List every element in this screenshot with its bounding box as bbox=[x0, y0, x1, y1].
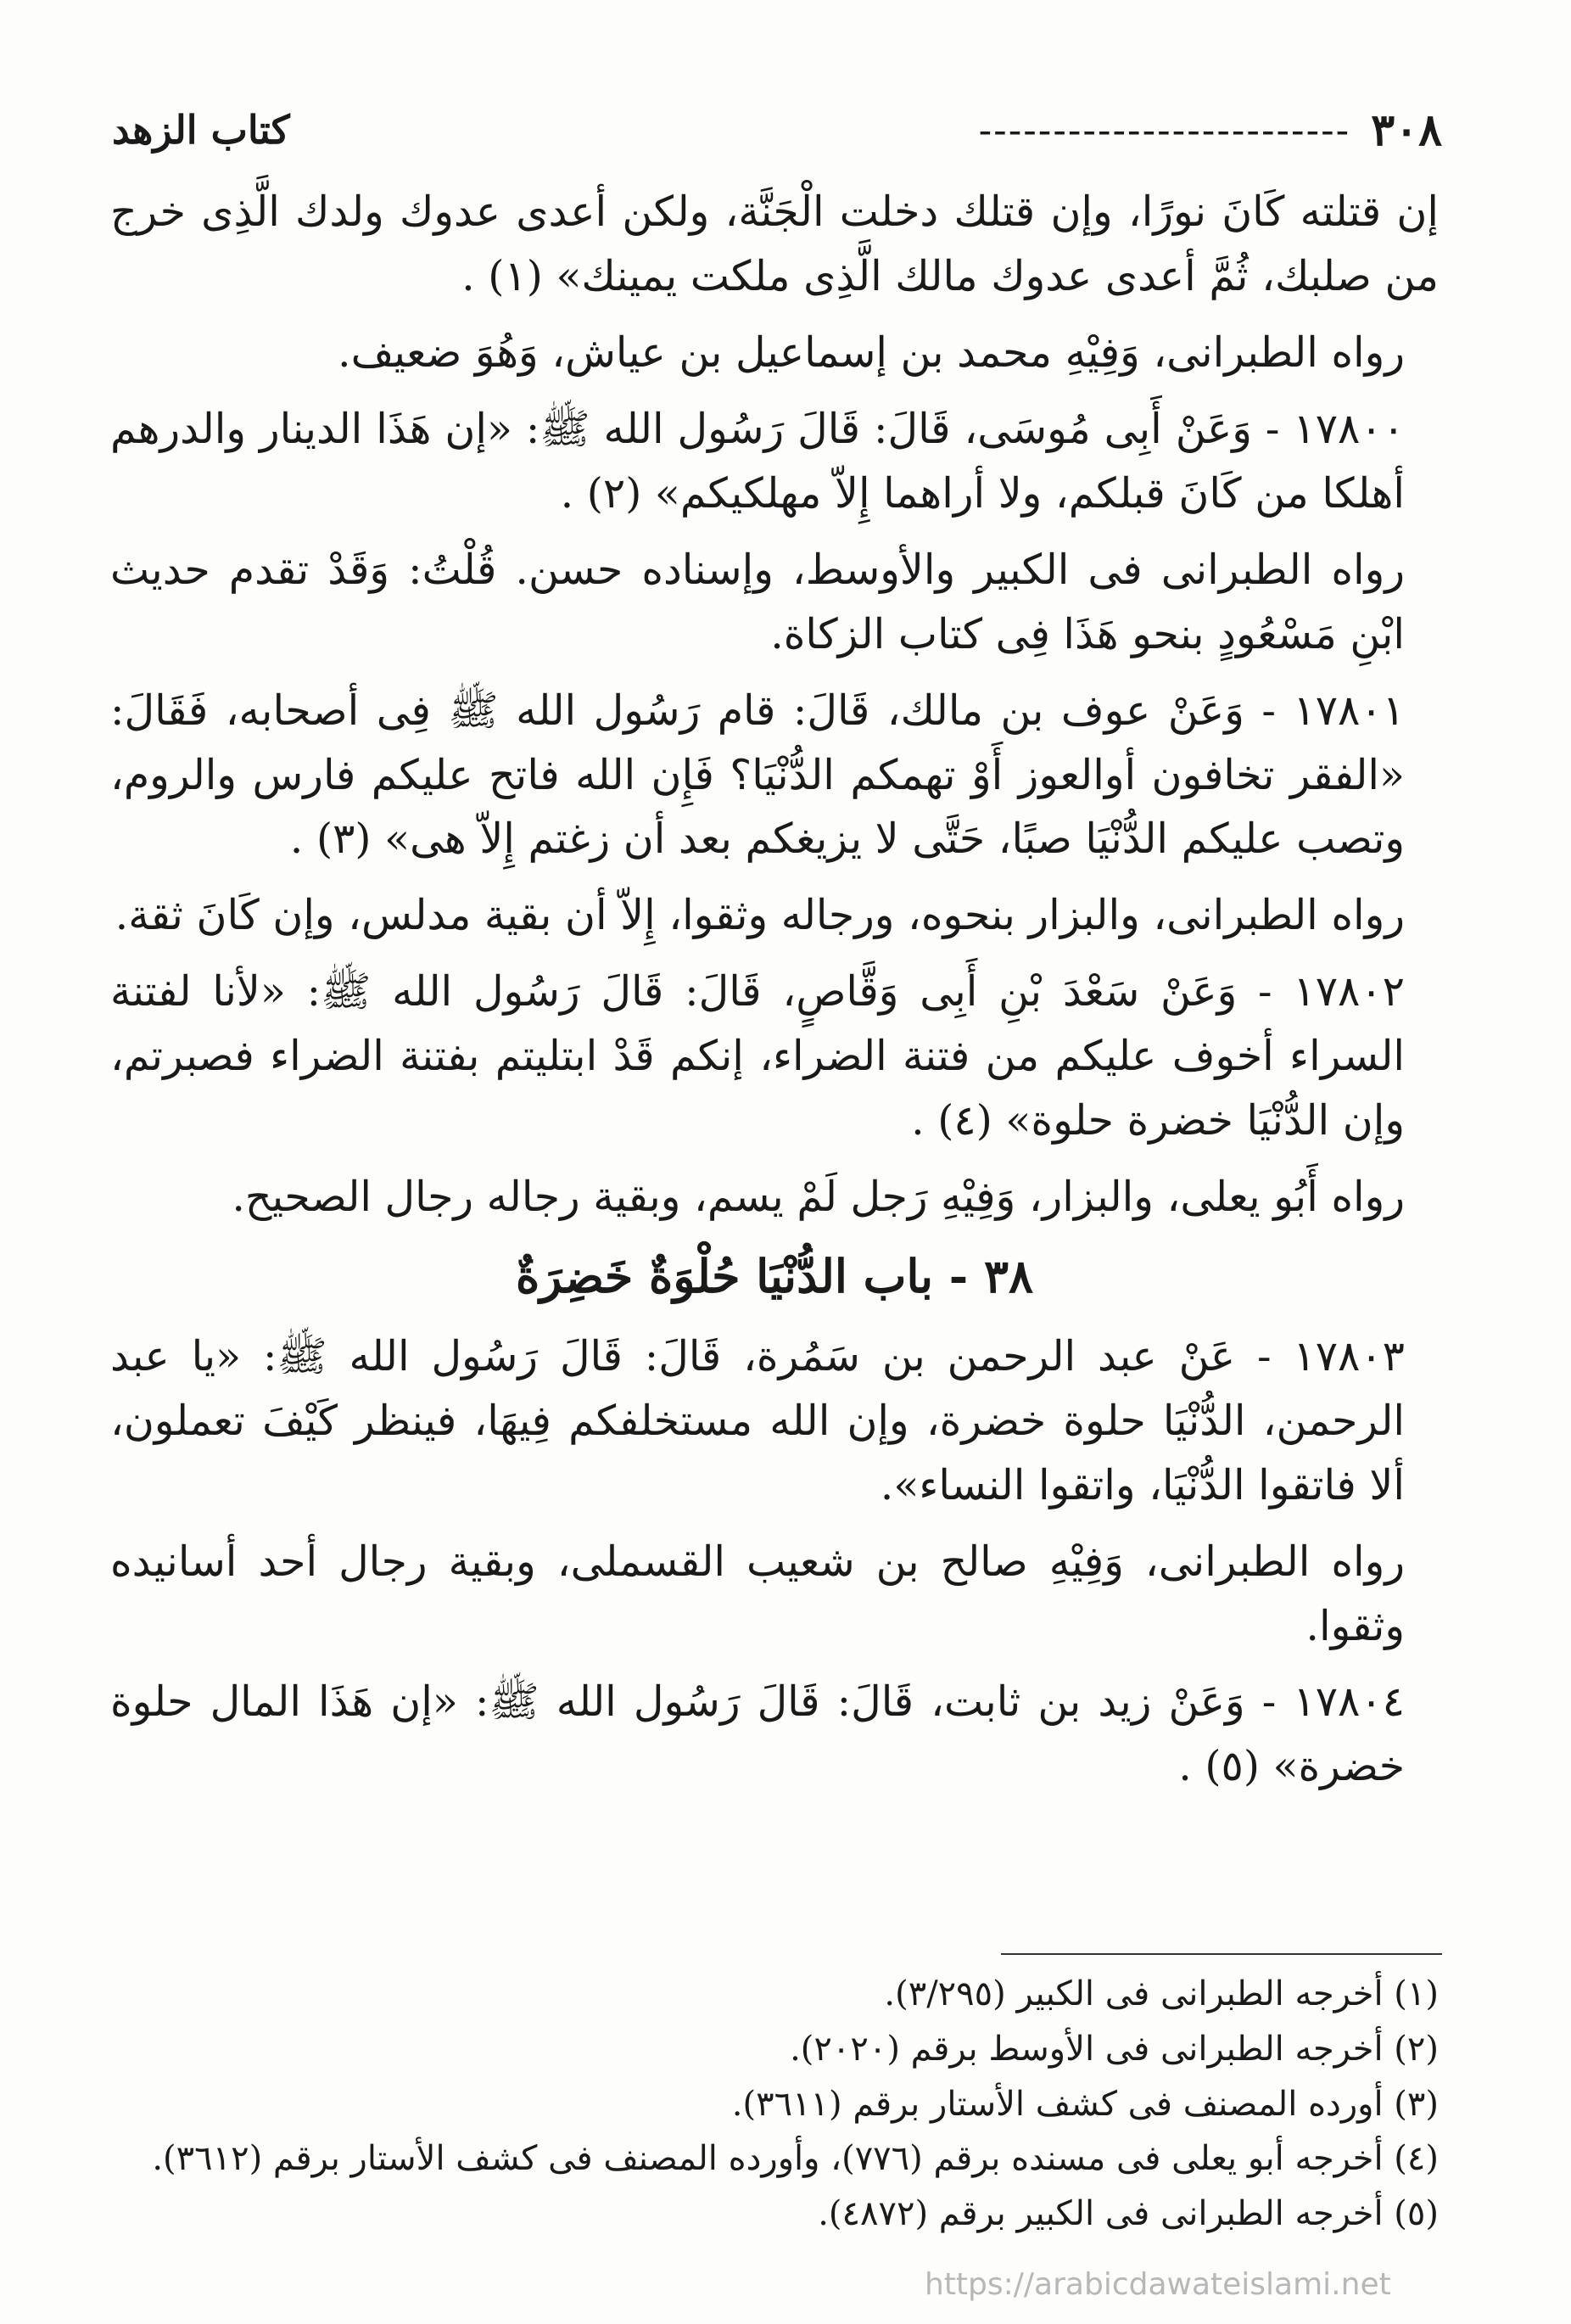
footnote: (١) أخرجه الطبرانى فى الكبير (٣/٢٩٥). bbox=[884, 1974, 1439, 2013]
book-title: كتاب الزهد bbox=[112, 107, 290, 153]
paragraph: رواه الطبرانى فى الكبير والأوسط، وإسناده حسن. قُلْتُ: وَقَدْ تقدم حديث ابْنِ مَسْعُودٍ بنحو هَذَا فِى كتاب الزكاة. bbox=[110, 545, 1405, 658]
footnotes bbox=[110, 1967, 1439, 2242]
hadith-paragraph: ١٧٨٠٤ - وَعَنْ زيد بن ثابت، قَالَ: قَالَ رَسُول الله ﷺ: «إن هَذَا المال حلوة خضرة» (٥) . bbox=[110, 1677, 1405, 1791]
paragraph: رواه الطبرانى، والبزار بنحوه، ورجاله وثقوا، إِلاّ أن بقية مدلس، وإن كَانَ ثقة. bbox=[115, 891, 1405, 940]
page-number: ٣٠٨ bbox=[1371, 104, 1442, 156]
page-body bbox=[110, 180, 1439, 1811]
footnote: (٤) أخرجه أبو يعلى فى مسنده برقم (٧٧٦)، وأورده المصنف فى كشف الأستار برقم (٣٦١٢). bbox=[152, 2139, 1439, 2179]
page-header bbox=[112, 100, 1442, 160]
header-divider: ------------------------- bbox=[978, 107, 1351, 153]
footnote: (٥) أخرجه الطبرانى فى الكبير برقم (٤٨٧٢). bbox=[818, 2194, 1439, 2234]
footnote: (٢) أخرجه الطبرانى فى الأوسط برقم (٢٠٢٠). bbox=[790, 2029, 1439, 2069]
hadith-paragraph: ١٧٨٠١ - وَعَنْ عوف بن مالك، قَالَ: قام رَسُول الله ﷺ فِى أصحابه، فَقَالَ: «الفقر تخافون أوالعوز أَوْ تهمكم الدُّنْيَا؟ فَإِن الله فاتح عليكم فارس والروم، وتصب عليكم الدُّنْيَا صبًا، حَتَّى لا يزيغكم بعد أن زغتم إِلاّ هى» (٣) . bbox=[110, 686, 1405, 864]
watermark: https://arabicdawateislami.net bbox=[925, 2267, 1391, 2302]
paragraph: رواه الطبرانى، وَفِيْهِ صالح بن شعيب القسملى، وبقية رجال أحد أسانيده وثقوا. bbox=[110, 1537, 1405, 1650]
paragraph: رواه أَبُو يعلى، والبزار، وَفِيْهِ رَجل لَمْ يسم، وبقية رجاله رجال الصحيح. bbox=[232, 1173, 1405, 1222]
hadith-paragraph: ١٧٨٠٢ - وَعَنْ سَعْدَ بْنِ أَبِى وَقَّاصٍ، قَالَ: قَالَ رَسُول الله ﷺ: «لأنا لفتنة السراء أخوف عليكم من فتنة الضراء، إنكم قَدْ ابتليتم بفتنة الضراء فصبرتم، وإن الدُّنْيَا خضرة حلوة» (٤) . bbox=[110, 967, 1405, 1145]
paragraph: رواه الطبرانى، وَفِيْهِ محمد بن إسماعيل بن عياش، وَهُوَ ضعيف. bbox=[338, 328, 1405, 377]
paragraph: إن قتلته كَانَ نورًا، وإن قتلك دخلت الْجَنَّة، ولكن أعدى عدوك ولدك الَّذِى خرج من صلبك، ثُمَّ أعدى عدوك مالك الَّذِى ملكت يمينك» (١) . bbox=[110, 188, 1439, 300]
footnote-separator bbox=[1001, 1953, 1442, 1955]
hadith-paragraph: ١٧٨٠٣ - عَنْ عبد الرحمن بن سَمُرة، قَالَ: قَالَ رَسُول الله ﷺ: «يا عبد الرحمن، الدُّنْيَا حلوة خضرة، وإن الله مستخلفكم فِيهَا، فينظر كَيْفَ تعملون، ألا فاتقوا الدُّنْيَا، واتقوا النساء». bbox=[110, 1331, 1405, 1509]
footnote: (٣) أورده المصنف فى كشف الأستار برقم (٣٦١١). bbox=[731, 2084, 1439, 2124]
hadith-paragraph: ١٧٨٠٠ - وَعَنْ أَبِى مُوسَى، قَالَ: قَالَ رَسُول الله ﷺ: «إن هَذَا الدينار والدرهم أهلكا من كَانَ قبلكم، ولا أراهما إِلاّ مهلكيكم» (٢) . bbox=[110, 404, 1405, 518]
chapter-title: ٣٨ - باب الدُّنْيَا حُلْوَةٌ خَضِرَةٌ bbox=[515, 1249, 1034, 1304]
